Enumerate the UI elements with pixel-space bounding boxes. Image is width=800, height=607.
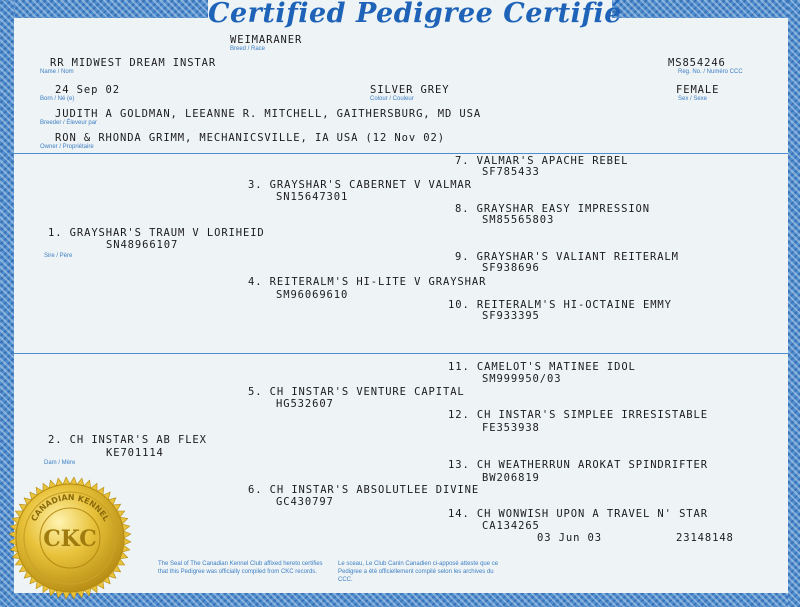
divider-middle xyxy=(14,353,788,354)
ancestor-8-reg: SM85565803 xyxy=(482,214,555,226)
colour-label: Colour / Couleur xyxy=(370,96,414,102)
footer-french: Le sceau, Le Club Canin Canadien ci-apposé atteste que ce Pedigree a été officiellement compilé selon les archives du CCC. xyxy=(338,561,499,583)
decorative-border-right xyxy=(788,0,800,607)
sex-label: Sex / Sexe xyxy=(678,96,708,102)
dog-name-value: RR MIDWEST DREAM INSTAR xyxy=(50,57,217,69)
ancestor-13-name: 13. CH WEATHERRUN AROKAT SPINDRIFTER xyxy=(448,459,708,471)
ancestor-6-name: 6. CH INSTAR'S ABSOLUTLEE DIVINE xyxy=(248,484,480,496)
certificate-title: Certified Pedigree Certifié xyxy=(208,0,622,29)
issue-date: 03 Jun 03 xyxy=(537,532,602,544)
ancestor-11-name: 11. CAMELOT'S MATINEE IDOL xyxy=(448,361,636,373)
ancestor-13-reg: BW206819 xyxy=(482,472,540,484)
born-label: Born / Né (e) xyxy=(40,96,75,102)
sire-label: Sire / Père xyxy=(44,253,73,259)
born-value: 24 Sep 02 xyxy=(55,84,120,96)
dog-name-label: Name / Nom xyxy=(40,69,74,75)
ancestor-8-name: 8. GRAYSHAR EASY IMPRESSION xyxy=(455,203,650,215)
ancestor-9-reg: SF938696 xyxy=(482,262,540,274)
ancestor-6-reg: GC430797 xyxy=(276,496,334,508)
breed-label: Breed / Race xyxy=(230,46,266,52)
ancestor-5-reg: HG532607 xyxy=(276,398,334,410)
ancestor-7-name: 7. VALMAR'S APACHE REBEL xyxy=(455,155,629,167)
ancestor-12-name: 12. CH INSTAR'S SIMPLEE IRRESISTABLE xyxy=(448,409,708,421)
seal-text: CANADIAN KENNEL xyxy=(29,492,111,523)
reg-no-label: Reg. No. / Numéro CCC xyxy=(678,69,743,75)
certificate-number: 23148148 xyxy=(676,532,734,544)
sire-name: 1. GRAYSHAR'S TRAUM V LORIHEID xyxy=(48,227,265,239)
reg-no-value: MS854246 xyxy=(668,57,726,69)
colour-value: SILVER GREY xyxy=(370,84,450,96)
dam-name: 2. CH INSTAR'S AB FLEX xyxy=(48,434,207,446)
ancestor-10-name: 10. REITERALM'S HI-OCTAINE EMMY xyxy=(448,299,672,311)
ancestor-7-reg: SF785433 xyxy=(482,166,540,178)
breeder-label: Breeder / Éleveur par xyxy=(40,120,98,126)
ancestor-3-name: 3. GRAYSHAR'S CABERNET V VALMAR xyxy=(248,179,472,191)
owner-label: Owner / Propriétaire xyxy=(40,144,94,150)
ancestor-9-name: 9. GRAYSHAR'S VALIANT REITERALM xyxy=(455,251,679,263)
sex-value: FEMALE xyxy=(676,84,720,96)
dam-label: Dam / Mère xyxy=(44,460,76,466)
ancestor-3-reg: SN15647301 xyxy=(276,191,349,203)
ancestor-4-name: 4. REITERALM'S HI-LITE V GRAYSHAR xyxy=(248,276,487,288)
ancestor-14-name: 14. CH WONWISH UPON A TRAVEL N' STAR xyxy=(448,508,708,520)
gold-seal-icon xyxy=(8,476,132,600)
ancestor-10-reg: SF933395 xyxy=(482,310,540,322)
owner-value: RON & RHONDA GRIMM, MECHANICSVILLE, IA USA (12 Nov 02) xyxy=(55,132,445,144)
ancestor-11-reg: SM999950/03 xyxy=(482,373,562,385)
ancestor-5-name: 5. CH INSTAR'S VENTURE CAPITAL xyxy=(248,386,465,398)
dam-reg: KE701114 xyxy=(106,447,164,459)
ancestor-12-reg: FE353938 xyxy=(482,422,540,434)
sire-reg: SN48966107 xyxy=(106,239,179,251)
breeder-value: JUDITH A GOLDMAN, LEEANNE R. MITCHELL, GAITHERSBURG, MD USA xyxy=(55,108,482,120)
footer-english: The Seal of The Canadian Kennel Club affixed hereto certifies that this Pedigree was officially compiled from CKC records. xyxy=(158,561,323,575)
divider-top xyxy=(14,153,788,154)
breed-value: WEIMARANER xyxy=(230,34,303,46)
seal-monogram: CKC xyxy=(43,526,97,552)
ancestor-14-reg: CA134265 xyxy=(482,520,540,532)
ancestor-4-reg: SM96069610 xyxy=(276,289,349,301)
